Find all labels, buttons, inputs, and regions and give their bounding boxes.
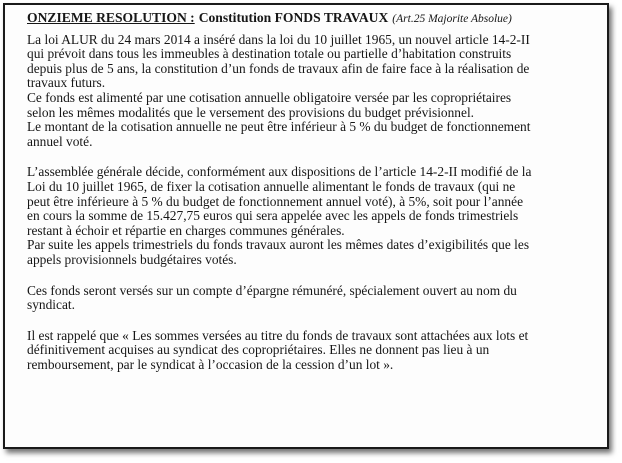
text-line: peut être inférieure à 5 % du budget de fonctionnement annuel voté), à 5%, soit pour l’année [27, 193, 524, 209]
text-line: depuis plus de 5 ans, la constitution d’un fonds de travaux afin de faire face à la réalisation de [27, 60, 530, 76]
resolution-subject: Constitution FONDS TRAVAUX [198, 10, 389, 25]
paragraph-quarterly-calls [27, 238, 595, 267]
paragraph-minimum-amount [27, 120, 595, 149]
text-line: Ces fonds seront versés sur un compte d’épargne rémunéré, spécialement ouvert au nom du [27, 282, 517, 298]
paragraph-alur-law [27, 33, 595, 91]
paragraph-spacer [27, 313, 595, 329]
text-line: annuel voté. [27, 133, 93, 149]
text-line: Il est rappelé que « Les sommes versées au titre du fonds de travaux sont attachées aux lots et [27, 327, 529, 343]
resolution-document [27, 11, 595, 372]
text-line: en cours la somme de 15.427,75 euros qui sera appelée avec les appels de fonds trimestriels [27, 208, 519, 224]
text-line: restant à échoir et répartie en charges communes générales. [27, 222, 345, 238]
paragraph-funding [27, 91, 595, 120]
majority-rule: (Art.25 Majorite Absolue) [392, 13, 512, 25]
document-frame [3, 3, 609, 449]
text-line: définitivement acquises au syndicat des copropriétaires. Elles ne donnent pas lieu à un [27, 342, 490, 358]
text-line: Par suite les appels trimestriels du fonds travaux auront les mêmes dates d’exigibilités que les [27, 237, 530, 253]
text-line: remboursement, par le syndicat à l’occasion de la cession d’un lot ». [27, 356, 394, 372]
paragraph-spacer [27, 149, 595, 165]
text-line: selon les mêmes modalités que le versement des provisions du budget prévisionnel. [27, 104, 475, 120]
text-line: appels provisionnels budgétaires votés. [27, 251, 237, 267]
text-line: travaux futurs. [27, 75, 106, 91]
paragraph-assembly-decision [27, 165, 595, 238]
text-line: Ce fonds est alimenté par une cotisation annuelle obligatoire versée par les copropriétaires [27, 89, 512, 105]
text-line: qui prévoit dans tous les immeubles à destination totale ou partielle d’habitation construits [27, 46, 512, 62]
text-line: La loi ALUR du 24 mars 2014 a inséré dans la loi du 10 juillet 1965, un nouvel article 14-2-II [27, 31, 530, 47]
resolution-number: ONZIEME RESOLUTION : [27, 10, 195, 25]
paragraph-spacer [27, 268, 595, 284]
text-line: syndicat. [27, 297, 75, 313]
text-line: Le montant de la cotisation annuelle ne peut être inférieur à 5 % du budget de fonctionnement [27, 119, 531, 135]
resolution-heading [27, 11, 595, 27]
text-line: Loi du 10 juillet 1965, de fixer la cotisation annuelle alimentant le fonds de travaux (qui ne [27, 178, 516, 194]
paragraph-savings-account [27, 284, 595, 313]
paragraph-reminder [27, 329, 595, 373]
text-line: L’assemblée générale décide, conformément aux dispositions de l’article 14-2-II modifié de la [27, 164, 532, 180]
